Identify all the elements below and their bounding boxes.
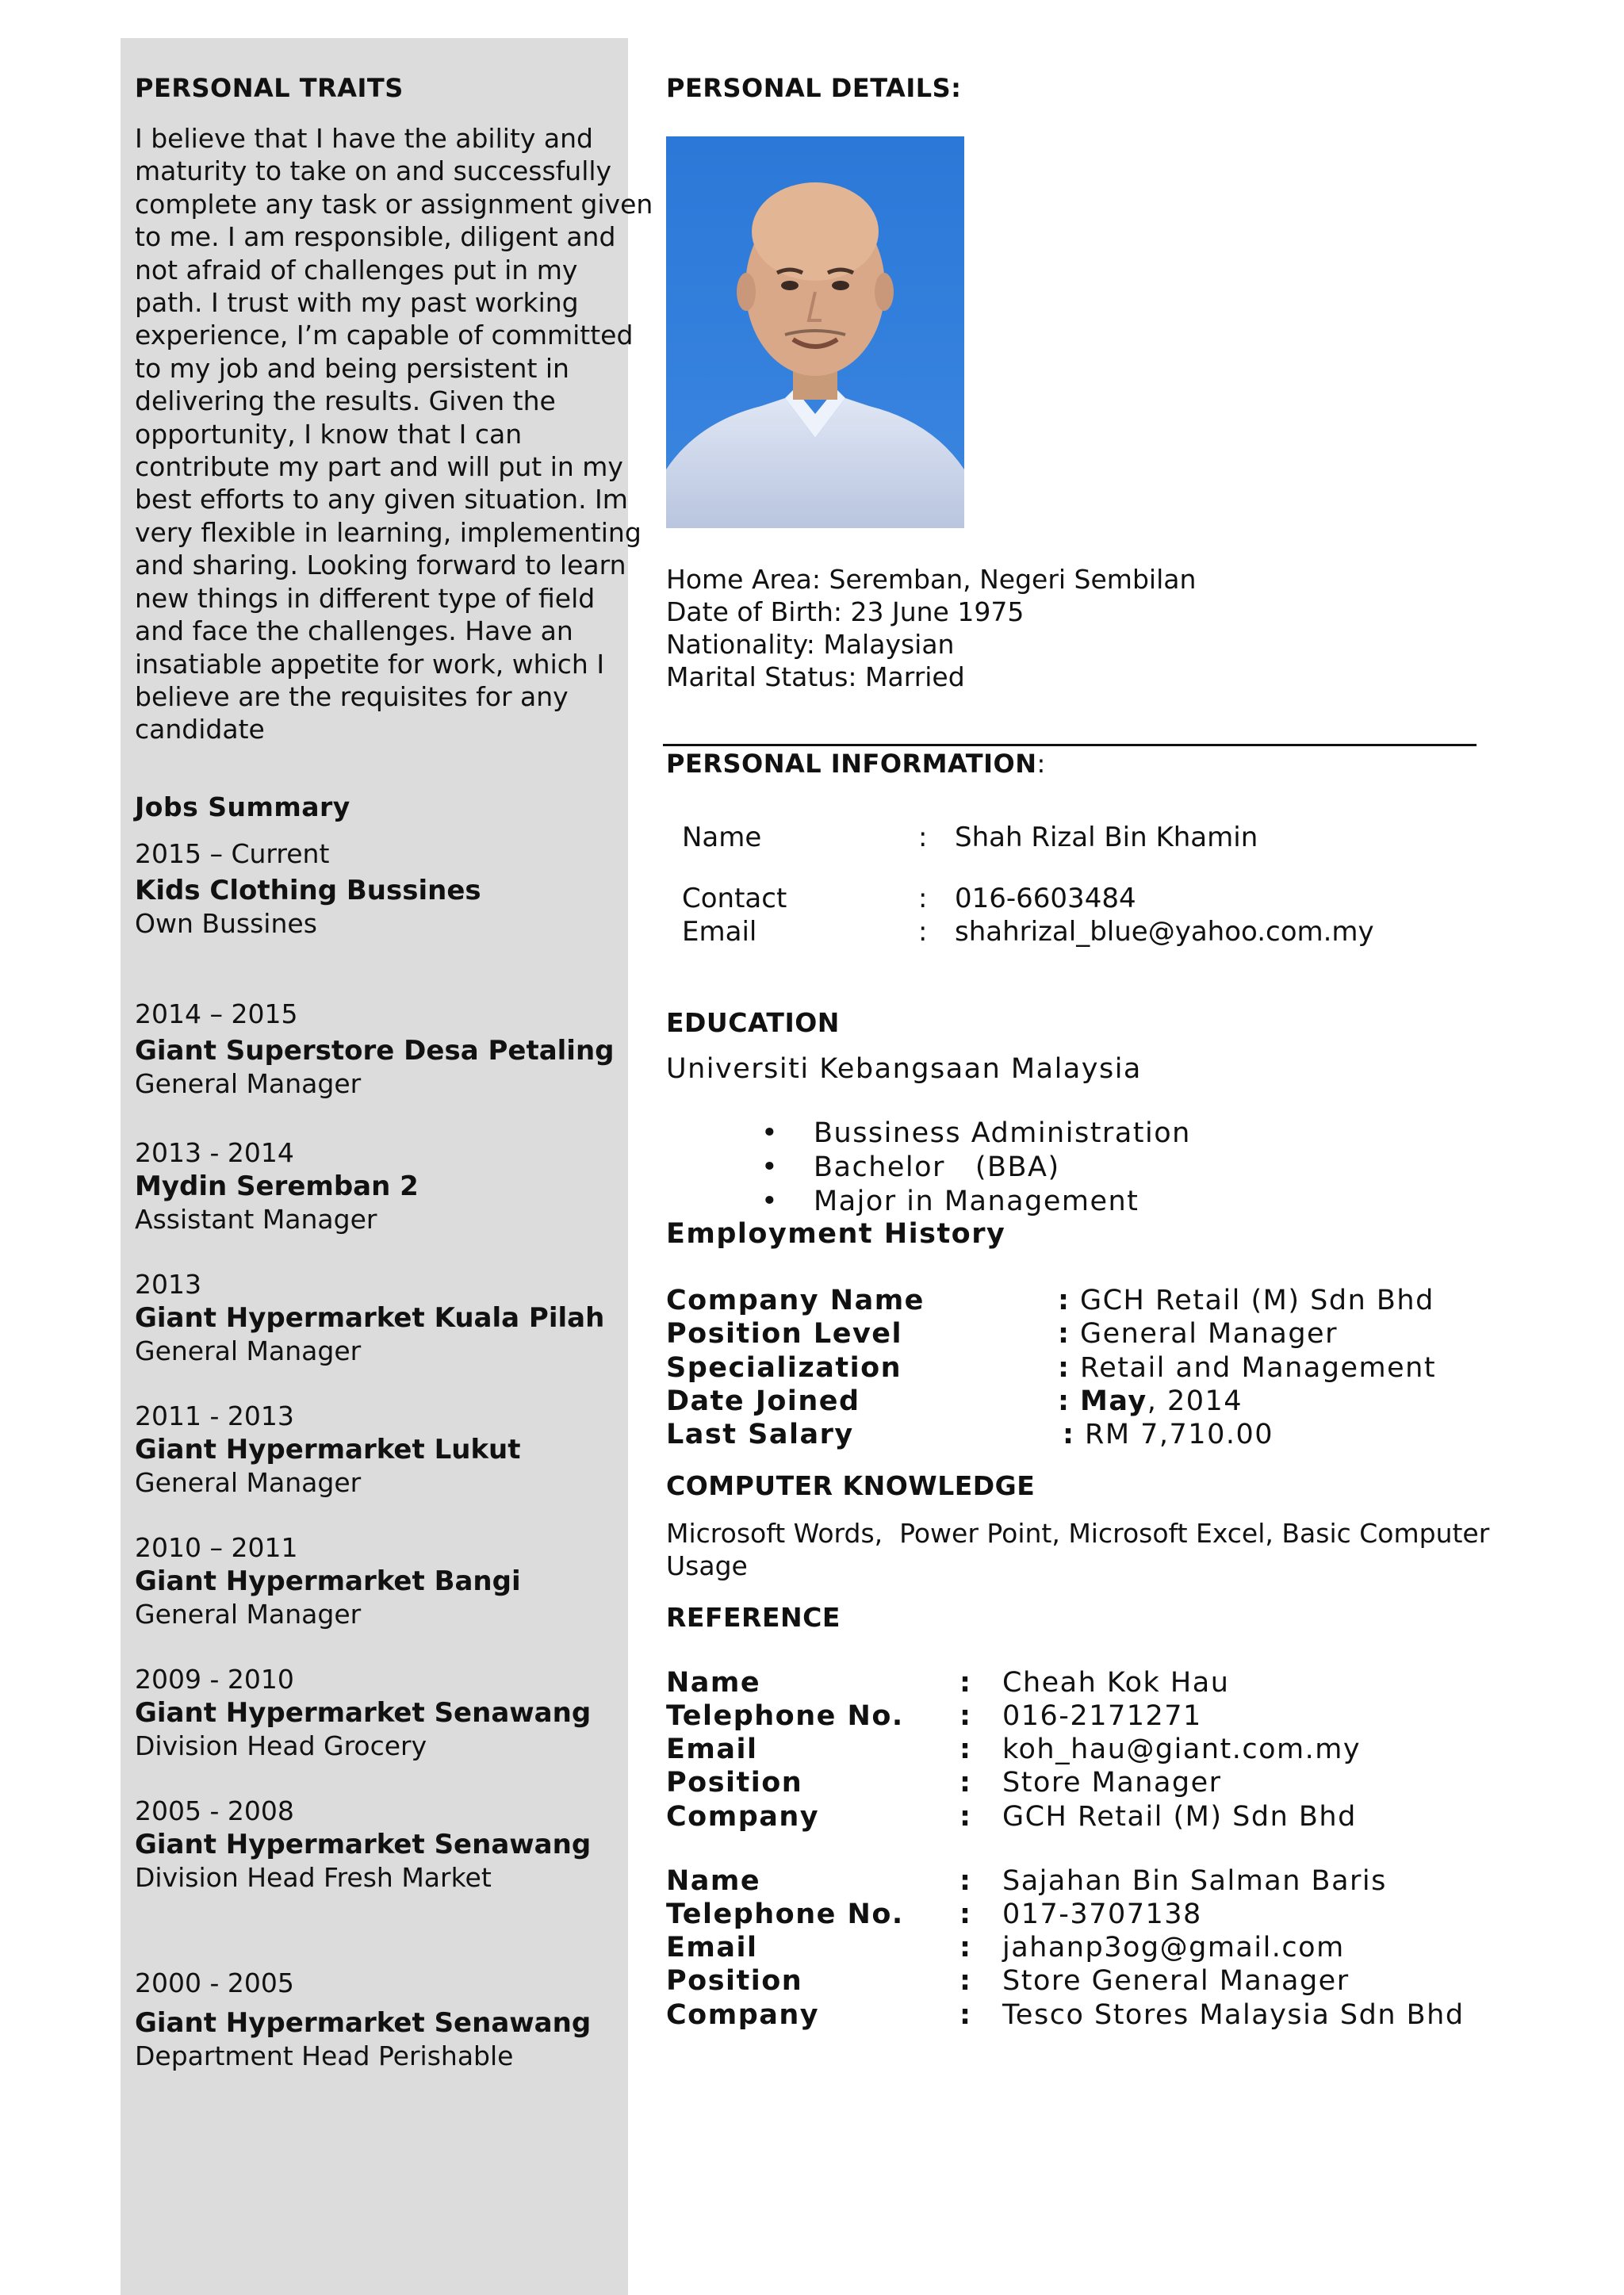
reference-label: Company (666, 1801, 820, 1833)
job-entry (135, 1663, 619, 1763)
info-sep: : (918, 916, 928, 948)
traits-line: and face the challenges. Have an (135, 615, 573, 647)
personal-details-title: PERSONAL DETAILS: (666, 73, 962, 103)
reference-label: Company (666, 1999, 820, 2031)
employment-sep: : (1058, 1285, 1071, 1316)
education-item: • Bachelor (BBA) (761, 1151, 1191, 1185)
traits-line: opportunity, I know that I can (135, 418, 523, 450)
job-years: 2000 - 2005 (135, 1967, 294, 1998)
reference-sep: : (959, 1801, 972, 1833)
reference-sep: : (959, 1965, 972, 1997)
employment-value (1080, 1385, 1243, 1417)
info-value: shahrizal_blue@yahoo.com.my (955, 916, 1374, 948)
job-years: 2015 – Current (135, 838, 330, 869)
traits-line: delivering the results. Given the (135, 385, 556, 417)
reference-value: jahanp3og@gmail.com (1002, 1932, 1345, 1964)
date-year: , 2014 (1147, 1385, 1243, 1417)
employment-label: Last Salary (666, 1419, 854, 1450)
marital-status: Marital Status: Married (666, 661, 965, 692)
traits-line: and sharing. Looking forward to learn (135, 550, 626, 581)
traits-line: best efforts to any given situation. Im (135, 484, 628, 515)
date-of-birth: Date of Birth: 23 June 1975 (666, 596, 1025, 627)
job-company: Giant Hypermarket Senawang (135, 2007, 592, 2039)
personal-traits-paragraph (135, 122, 653, 746)
employment-history-title: Employment History (666, 1218, 1006, 1250)
job-years: 2005 - 2008 (135, 1795, 294, 1826)
reference-sep: : (959, 1767, 972, 1799)
education-title: EDUCATION (666, 1007, 840, 1038)
reference-sep: : (959, 1898, 972, 1930)
reference-value: 016-2171271 (1002, 1700, 1202, 1732)
job-entry (135, 837, 619, 941)
computer-skills-line: Usage (666, 1550, 748, 1581)
job-years: 2010 – 2011 (135, 1532, 298, 1563)
info-sep: : (918, 822, 928, 853)
job-company: Giant Hypermarket Kuala Pilah (135, 1302, 605, 1334)
job-years: 2011 - 2013 (135, 1400, 294, 1431)
personal-traits-title: PERSONAL TRAITS (135, 73, 404, 103)
employment-value: GCH Retail (M) Sdn Bhd (1080, 1285, 1434, 1316)
info-label: Name (682, 822, 762, 853)
job-role: Department Head Perishable (135, 2040, 514, 2071)
traits-line: to me. I am responsible, diligent and (135, 221, 616, 253)
traits-line: path. I trust with my past working (135, 287, 579, 319)
job-company: Giant Hypermarket Lukut (135, 1434, 521, 1466)
job-years: 2014 – 2015 (135, 998, 298, 1029)
reference-value: Store General Manager (1002, 1965, 1350, 1997)
home-area: Home Area: Seremban, Negeri Sembilan (666, 564, 1197, 595)
employment-label: Date Joined (666, 1385, 860, 1417)
person-portrait-icon (666, 136, 964, 528)
employment-label: Company Name (666, 1285, 925, 1316)
job-years: 2013 (135, 1269, 201, 1300)
reference-value: Cheah Kok Hau (1002, 1667, 1230, 1699)
reference-label: Name (666, 1667, 761, 1699)
employment-label: Specialization (666, 1352, 902, 1384)
computer-skills-line: Microsoft Words, Power Point, Microsoft Excel, Basic Computer (666, 1518, 1490, 1549)
reference-sep: : (959, 1700, 972, 1732)
reference-label: Position (666, 1965, 803, 1997)
job-entry (135, 998, 619, 1101)
info-value: 016-6603484 (955, 883, 1136, 914)
reference-sep: : (959, 1932, 972, 1964)
job-role: Division Head Fresh Market (135, 1862, 492, 1893)
employment-sep: : (1058, 1318, 1071, 1350)
job-entry (135, 1268, 619, 1368)
job-company: Giant Superstore Desa Petaling (135, 1035, 615, 1067)
date-month: May (1080, 1385, 1147, 1417)
reference-value: Sajahan Bin Salman Baris (1002, 1865, 1387, 1897)
traits-line: experience, I’m capable of committed (135, 320, 634, 351)
education-item: • Major in Management (761, 1185, 1191, 1219)
reference-label: Email (666, 1932, 758, 1964)
personal-information-heading (666, 749, 1045, 779)
traits-line: I believe that I have the ability and (135, 123, 593, 154)
job-role: General Manager (135, 1068, 362, 1099)
reference-value: GCH Retail (M) Sdn Bhd (1002, 1801, 1357, 1833)
computer-knowledge-title: COMPUTER KNOWLEDGE (666, 1470, 1036, 1501)
employment-value: General Manager (1080, 1318, 1338, 1350)
reference-sep: : (959, 1999, 972, 2031)
info-value: Shah Rizal Bin Khamin (955, 822, 1258, 853)
reference-sep: : (959, 1667, 972, 1699)
job-entry (135, 1531, 619, 1631)
info-label: Email (682, 916, 757, 948)
traits-line: insatiable appetite for work, which I (135, 648, 605, 680)
info-sep: : (918, 883, 928, 914)
personal-information-colon: : (1036, 749, 1046, 779)
employment-label: Position Level (666, 1318, 902, 1350)
employment-sep: : (1058, 1352, 1071, 1384)
reference-label: Telephone No. (666, 1898, 904, 1930)
info-label: Contact (682, 883, 787, 914)
employment-value: RM 7,710.00 (1085, 1419, 1274, 1450)
job-company: Giant Hypermarket Senawang (135, 1829, 592, 1860)
reference-value: Store Manager (1002, 1767, 1222, 1799)
reference-sep: : (959, 1865, 972, 1897)
traits-line: not afraid of challenges put in my (135, 254, 578, 285)
reference-label: Email (666, 1734, 758, 1765)
job-years: 2009 - 2010 (135, 1664, 294, 1695)
education-item: • Bussiness Administration (761, 1117, 1191, 1151)
employment-sep: : (1063, 1419, 1075, 1450)
reference-value: koh_hau@giant.com.my (1002, 1734, 1362, 1765)
traits-line: maturity to take on and successfully (135, 155, 612, 187)
traits-line: believe are the requisites for any (135, 680, 569, 712)
traits-line: new things in different type of field (135, 582, 596, 614)
job-role: General Manager (135, 1467, 362, 1498)
job-company: Giant Hypermarket Senawang (135, 1697, 592, 1729)
reference-label: Name (666, 1865, 761, 1897)
job-entry (135, 1967, 619, 2073)
job-entry (135, 1400, 619, 1500)
reference-sep: : (959, 1734, 972, 1765)
reference-title: REFERENCE (666, 1602, 841, 1633)
education-list (761, 1117, 1191, 1219)
university-name: Universiti Kebangsaan Malaysia (666, 1053, 1142, 1085)
job-company: Giant Hypermarket Bangi (135, 1565, 521, 1597)
traits-line: contribute my part and will put in my (135, 451, 623, 483)
job-role: Assistant Manager (135, 1204, 377, 1235)
job-role: Own Bussines (135, 908, 317, 939)
section-divider (663, 744, 1477, 746)
traits-line: candidate (135, 714, 265, 745)
reference-value: 017-3707138 (1002, 1898, 1202, 1930)
job-company: Kids Clothing Bussines (135, 875, 481, 906)
profile-photo (666, 136, 964, 528)
employment-sep: : (1058, 1385, 1071, 1417)
traits-line: complete any task or assignment given (135, 188, 653, 220)
job-role: Division Head Grocery (135, 1730, 427, 1761)
jobs-summary-title: Jobs Summary (135, 791, 350, 822)
reference-label: Telephone No. (666, 1700, 904, 1732)
reference-value: Tesco Stores Malaysia Sdn Bhd (1002, 1999, 1465, 2031)
nationality: Nationality: Malaysian (666, 629, 955, 660)
job-role: General Manager (135, 1599, 362, 1630)
personal-information-title: PERSONAL INFORMATION (666, 749, 1037, 779)
job-years: 2013 - 2014 (135, 1137, 294, 1168)
job-role: General Manager (135, 1335, 362, 1366)
employment-value: Retail and Management (1080, 1352, 1437, 1384)
job-entry (135, 1136, 619, 1236)
reference-label: Position (666, 1767, 803, 1799)
job-entry (135, 1795, 619, 1895)
traits-line: very flexible in learning, implementing (135, 516, 642, 548)
traits-line: to my job and being persistent in (135, 352, 569, 384)
job-company: Mydin Seremban 2 (135, 1170, 419, 1202)
